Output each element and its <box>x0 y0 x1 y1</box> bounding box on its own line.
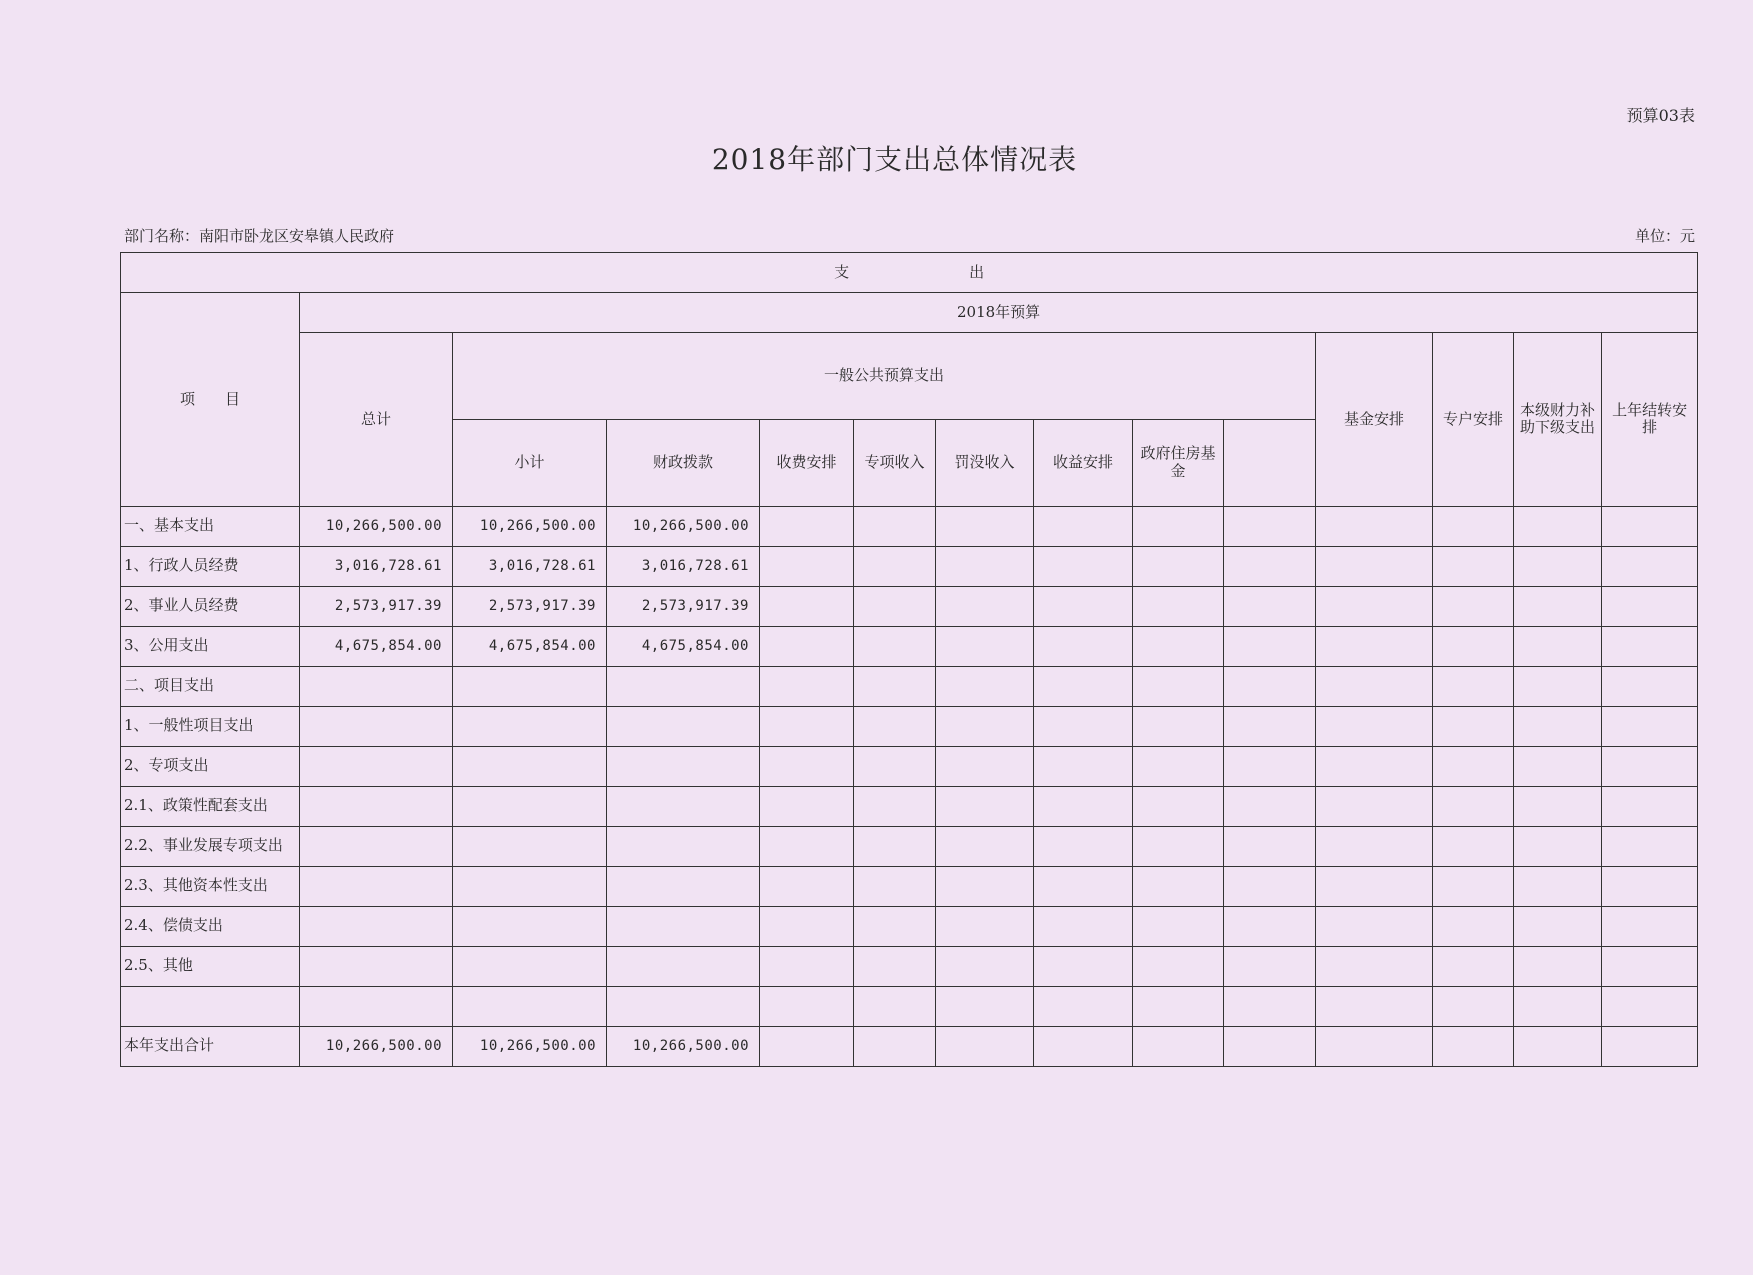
empty-cell <box>1602 746 1698 786</box>
table-row <box>121 746 1698 786</box>
empty-cell <box>1602 666 1698 706</box>
empty-cell <box>1433 1026 1514 1066</box>
header-budget-year: 2018年预算 <box>300 293 1698 333</box>
cell-subtotal <box>453 746 607 786</box>
header-carryover: 上年结转安排 <box>1602 333 1698 507</box>
cell-subtotal: 3,016,728.61 <box>453 546 607 586</box>
empty-cell <box>760 586 854 626</box>
empty-cell <box>1034 626 1133 666</box>
header-expenditure: 支 出 <box>121 253 1698 293</box>
cell-fiscal: 10,266,500.00 <box>607 1026 760 1066</box>
empty-cell <box>1224 586 1316 626</box>
cell-fiscal <box>607 986 760 1026</box>
empty-cell <box>1224 546 1316 586</box>
empty-cell <box>760 986 854 1026</box>
empty-cell <box>854 666 936 706</box>
empty-cell <box>1133 946 1224 986</box>
cell-subtotal: 10,266,500.00 <box>453 506 607 546</box>
empty-cell <box>1602 986 1698 1026</box>
empty-cell <box>1316 506 1433 546</box>
empty-cell <box>1316 666 1433 706</box>
header-housing-fund: 政府住房基金 <box>1133 419 1224 506</box>
cell-subtotal: 4,675,854.00 <box>453 626 607 666</box>
empty-cell <box>936 986 1034 1026</box>
table-row <box>121 706 1698 746</box>
empty-cell <box>1034 826 1133 866</box>
row-label: 2、专项支出 <box>121 746 300 786</box>
cell-total: 2,573,917.39 <box>300 586 453 626</box>
empty-cell <box>1034 946 1133 986</box>
cell-subtotal: 10,266,500.00 <box>453 1026 607 1066</box>
empty-cell <box>854 586 936 626</box>
cell-fiscal <box>607 786 760 826</box>
empty-cell <box>1224 826 1316 866</box>
row-label: 1、一般性项目支出 <box>121 706 300 746</box>
empty-cell <box>854 546 936 586</box>
header-revenue-arrangement: 收益安排 <box>1034 419 1133 506</box>
empty-cell <box>854 946 936 986</box>
empty-cell <box>760 1026 854 1066</box>
empty-cell <box>1602 546 1698 586</box>
empty-cell <box>1133 706 1224 746</box>
empty-cell <box>854 986 936 1026</box>
empty-cell <box>760 946 854 986</box>
empty-cell <box>1316 586 1433 626</box>
empty-cell <box>936 626 1034 666</box>
cell-fiscal: 3,016,728.61 <box>607 546 760 586</box>
empty-cell <box>1224 626 1316 666</box>
form-number: 预算03表 <box>1626 106 1695 125</box>
empty-cell <box>1433 706 1514 746</box>
empty-cell <box>1034 666 1133 706</box>
empty-cell <box>1602 1026 1698 1066</box>
empty-cell <box>936 1026 1034 1066</box>
empty-cell <box>1133 866 1224 906</box>
empty-cell <box>1433 746 1514 786</box>
cell-fiscal <box>607 946 760 986</box>
empty-cell <box>1433 866 1514 906</box>
empty-cell <box>1602 826 1698 866</box>
empty-cell <box>760 506 854 546</box>
empty-cell <box>1433 906 1514 946</box>
table-row <box>121 1026 1698 1066</box>
row-label: 3、公用支出 <box>121 626 300 666</box>
empty-cell <box>854 506 936 546</box>
cell-subtotal <box>453 906 607 946</box>
empty-cell <box>1133 906 1224 946</box>
empty-cell <box>1034 986 1133 1026</box>
empty-cell <box>760 626 854 666</box>
department-name: 部门名称：南阳市卧龙区安皋镇人民政府 <box>124 227 395 245</box>
row-label: 2.5、其他 <box>121 946 300 986</box>
cell-fiscal <box>607 906 760 946</box>
empty-cell <box>1034 906 1133 946</box>
table-row <box>121 906 1698 946</box>
empty-cell <box>1514 786 1602 826</box>
empty-cell <box>1133 1026 1224 1066</box>
empty-cell <box>936 786 1034 826</box>
empty-cell <box>1514 986 1602 1026</box>
cell-total <box>300 946 453 986</box>
empty-cell <box>760 786 854 826</box>
empty-cell <box>936 586 1034 626</box>
empty-cell <box>1602 946 1698 986</box>
empty-cell <box>1514 946 1602 986</box>
empty-cell <box>936 746 1034 786</box>
table-row <box>121 946 1698 986</box>
empty-cell <box>1316 866 1433 906</box>
header-subtotal: 小计 <box>453 419 607 506</box>
empty-cell <box>854 626 936 666</box>
empty-cell <box>760 906 854 946</box>
empty-cell <box>1224 706 1316 746</box>
empty-cell <box>1602 586 1698 626</box>
empty-cell <box>760 866 854 906</box>
empty-cell <box>1224 946 1316 986</box>
empty-cell <box>1514 626 1602 666</box>
row-label: 1、行政人员经费 <box>121 546 300 586</box>
empty-cell <box>1316 706 1433 746</box>
cell-total <box>300 746 453 786</box>
table-row <box>121 866 1698 906</box>
empty-cell <box>1316 946 1433 986</box>
empty-cell <box>1034 586 1133 626</box>
empty-cell <box>936 546 1034 586</box>
table-row <box>121 586 1698 626</box>
cell-subtotal <box>453 706 607 746</box>
cell-subtotal <box>453 826 607 866</box>
empty-cell <box>1224 666 1316 706</box>
cell-total <box>300 866 453 906</box>
empty-cell <box>936 706 1034 746</box>
empty-cell <box>1133 826 1224 866</box>
empty-cell <box>854 906 936 946</box>
cell-fiscal: 2,573,917.39 <box>607 586 760 626</box>
row-label: 2.1、政策性配套支出 <box>121 786 300 826</box>
empty-cell <box>1514 586 1602 626</box>
empty-cell <box>936 826 1034 866</box>
cell-total <box>300 986 453 1026</box>
empty-cell <box>1433 986 1514 1026</box>
empty-cell <box>936 666 1034 706</box>
empty-cell <box>1602 626 1698 666</box>
row-label: 2.2、事业发展专项支出 <box>121 826 300 866</box>
table-row <box>121 546 1698 586</box>
empty-cell <box>760 826 854 866</box>
table-row <box>121 666 1698 706</box>
header-item: 项 目 <box>121 293 300 507</box>
table-row <box>121 506 1698 546</box>
empty-cell <box>1433 506 1514 546</box>
table-row <box>121 826 1698 866</box>
empty-cell <box>1433 946 1514 986</box>
table-row <box>121 986 1698 1026</box>
empty-cell <box>760 546 854 586</box>
empty-cell <box>1433 586 1514 626</box>
empty-cell <box>936 906 1034 946</box>
empty-cell <box>1316 826 1433 866</box>
empty-cell <box>1133 586 1224 626</box>
empty-cell <box>1034 506 1133 546</box>
empty-cell <box>1514 706 1602 746</box>
empty-cell <box>1514 546 1602 586</box>
empty-cell <box>1602 906 1698 946</box>
empty-cell <box>1316 1026 1433 1066</box>
empty-cell <box>1602 786 1698 826</box>
empty-cell <box>1034 706 1133 746</box>
header-general-public-budget: 一般公共预算支出 <box>453 333 1316 420</box>
header-fee-arrangement: 收费安排 <box>760 419 854 506</box>
empty-cell <box>1514 826 1602 866</box>
header-total: 总计 <box>300 333 453 507</box>
empty-cell <box>1433 666 1514 706</box>
empty-cell <box>1133 546 1224 586</box>
empty-cell <box>854 706 936 746</box>
cell-subtotal <box>453 986 607 1026</box>
empty-cell <box>1316 546 1433 586</box>
empty-cell <box>1602 506 1698 546</box>
row-label <box>121 986 300 1026</box>
empty-cell <box>936 506 1034 546</box>
cell-total: 10,266,500.00 <box>300 1026 453 1066</box>
empty-cell <box>1514 746 1602 786</box>
empty-cell <box>936 946 1034 986</box>
empty-cell <box>1224 506 1316 546</box>
row-label: 2.4、偿债支出 <box>121 906 300 946</box>
cell-fiscal <box>607 706 760 746</box>
cell-subtotal: 2,573,917.39 <box>453 586 607 626</box>
row-label: 二、项目支出 <box>121 666 300 706</box>
header-subsidy-lower: 本级财力补助下级支出 <box>1514 333 1602 507</box>
empty-cell <box>1316 986 1433 1026</box>
cell-total: 10,266,500.00 <box>300 506 453 546</box>
empty-cell <box>1034 546 1133 586</box>
empty-cell <box>1316 786 1433 826</box>
empty-cell <box>760 706 854 746</box>
cell-total <box>300 786 453 826</box>
cell-fiscal: 10,266,500.00 <box>607 506 760 546</box>
empty-cell <box>1224 746 1316 786</box>
page-title: 2018年部门支出总体情况表 <box>711 143 1078 176</box>
empty-cell <box>760 666 854 706</box>
empty-cell <box>1316 626 1433 666</box>
empty-cell <box>854 786 936 826</box>
row-label: 2、事业人员经费 <box>121 586 300 626</box>
cell-subtotal <box>453 946 607 986</box>
empty-cell <box>1034 786 1133 826</box>
cell-total <box>300 826 453 866</box>
empty-cell <box>1316 906 1433 946</box>
empty-cell <box>1514 506 1602 546</box>
table-row <box>121 626 1698 666</box>
header-special-income: 专项收入 <box>854 419 936 506</box>
empty-cell <box>1602 866 1698 906</box>
row-label: 一、基本支出 <box>121 506 300 546</box>
cell-fiscal <box>607 866 760 906</box>
cell-fiscal <box>607 746 760 786</box>
cell-total <box>300 666 453 706</box>
empty-cell <box>854 746 936 786</box>
cell-total <box>300 906 453 946</box>
empty-cell <box>1133 666 1224 706</box>
header-fiscal-appropriation: 财政拨款 <box>607 419 760 506</box>
empty-cell <box>1133 506 1224 546</box>
empty-cell <box>1224 986 1316 1026</box>
cell-subtotal <box>453 666 607 706</box>
cell-fiscal <box>607 826 760 866</box>
expenditure-table <box>120 252 1698 1067</box>
empty-cell <box>1034 866 1133 906</box>
empty-cell <box>936 866 1034 906</box>
empty-cell <box>1316 746 1433 786</box>
empty-cell <box>1514 1026 1602 1066</box>
empty-cell <box>854 866 936 906</box>
empty-cell <box>1433 546 1514 586</box>
cell-fiscal <box>607 666 760 706</box>
empty-cell <box>1514 666 1602 706</box>
empty-cell <box>854 1026 936 1066</box>
empty-cell <box>1224 906 1316 946</box>
empty-cell <box>1433 786 1514 826</box>
cell-subtotal <box>453 786 607 826</box>
row-label: 本年支出合计 <box>121 1026 300 1066</box>
empty-cell <box>1133 746 1224 786</box>
row-label: 2.3、其他资本性支出 <box>121 866 300 906</box>
cell-fiscal: 4,675,854.00 <box>607 626 760 666</box>
empty-cell <box>1514 866 1602 906</box>
header-fines-income: 罚没收入 <box>936 419 1034 506</box>
empty-cell <box>1602 706 1698 746</box>
empty-cell <box>1034 1026 1133 1066</box>
empty-cell <box>1514 906 1602 946</box>
empty-cell <box>1433 626 1514 666</box>
empty-cell <box>1224 786 1316 826</box>
unit-label: 单位：元 <box>1634 227 1695 245</box>
table-row <box>121 786 1698 826</box>
cell-total: 3,016,728.61 <box>300 546 453 586</box>
header-special-account: 专户安排 <box>1433 333 1514 507</box>
empty-cell <box>1133 786 1224 826</box>
cell-total: 4,675,854.00 <box>300 626 453 666</box>
empty-cell <box>760 746 854 786</box>
cell-total <box>300 706 453 746</box>
empty-cell <box>1224 1026 1316 1066</box>
empty-cell <box>1034 746 1133 786</box>
header-fund-arrangement: 基金安排 <box>1316 333 1433 507</box>
empty-cell <box>854 826 936 866</box>
empty-cell <box>1133 626 1224 666</box>
empty-cell <box>1433 826 1514 866</box>
empty-cell <box>1133 986 1224 1026</box>
cell-subtotal <box>453 866 607 906</box>
empty-cell <box>1224 866 1316 906</box>
